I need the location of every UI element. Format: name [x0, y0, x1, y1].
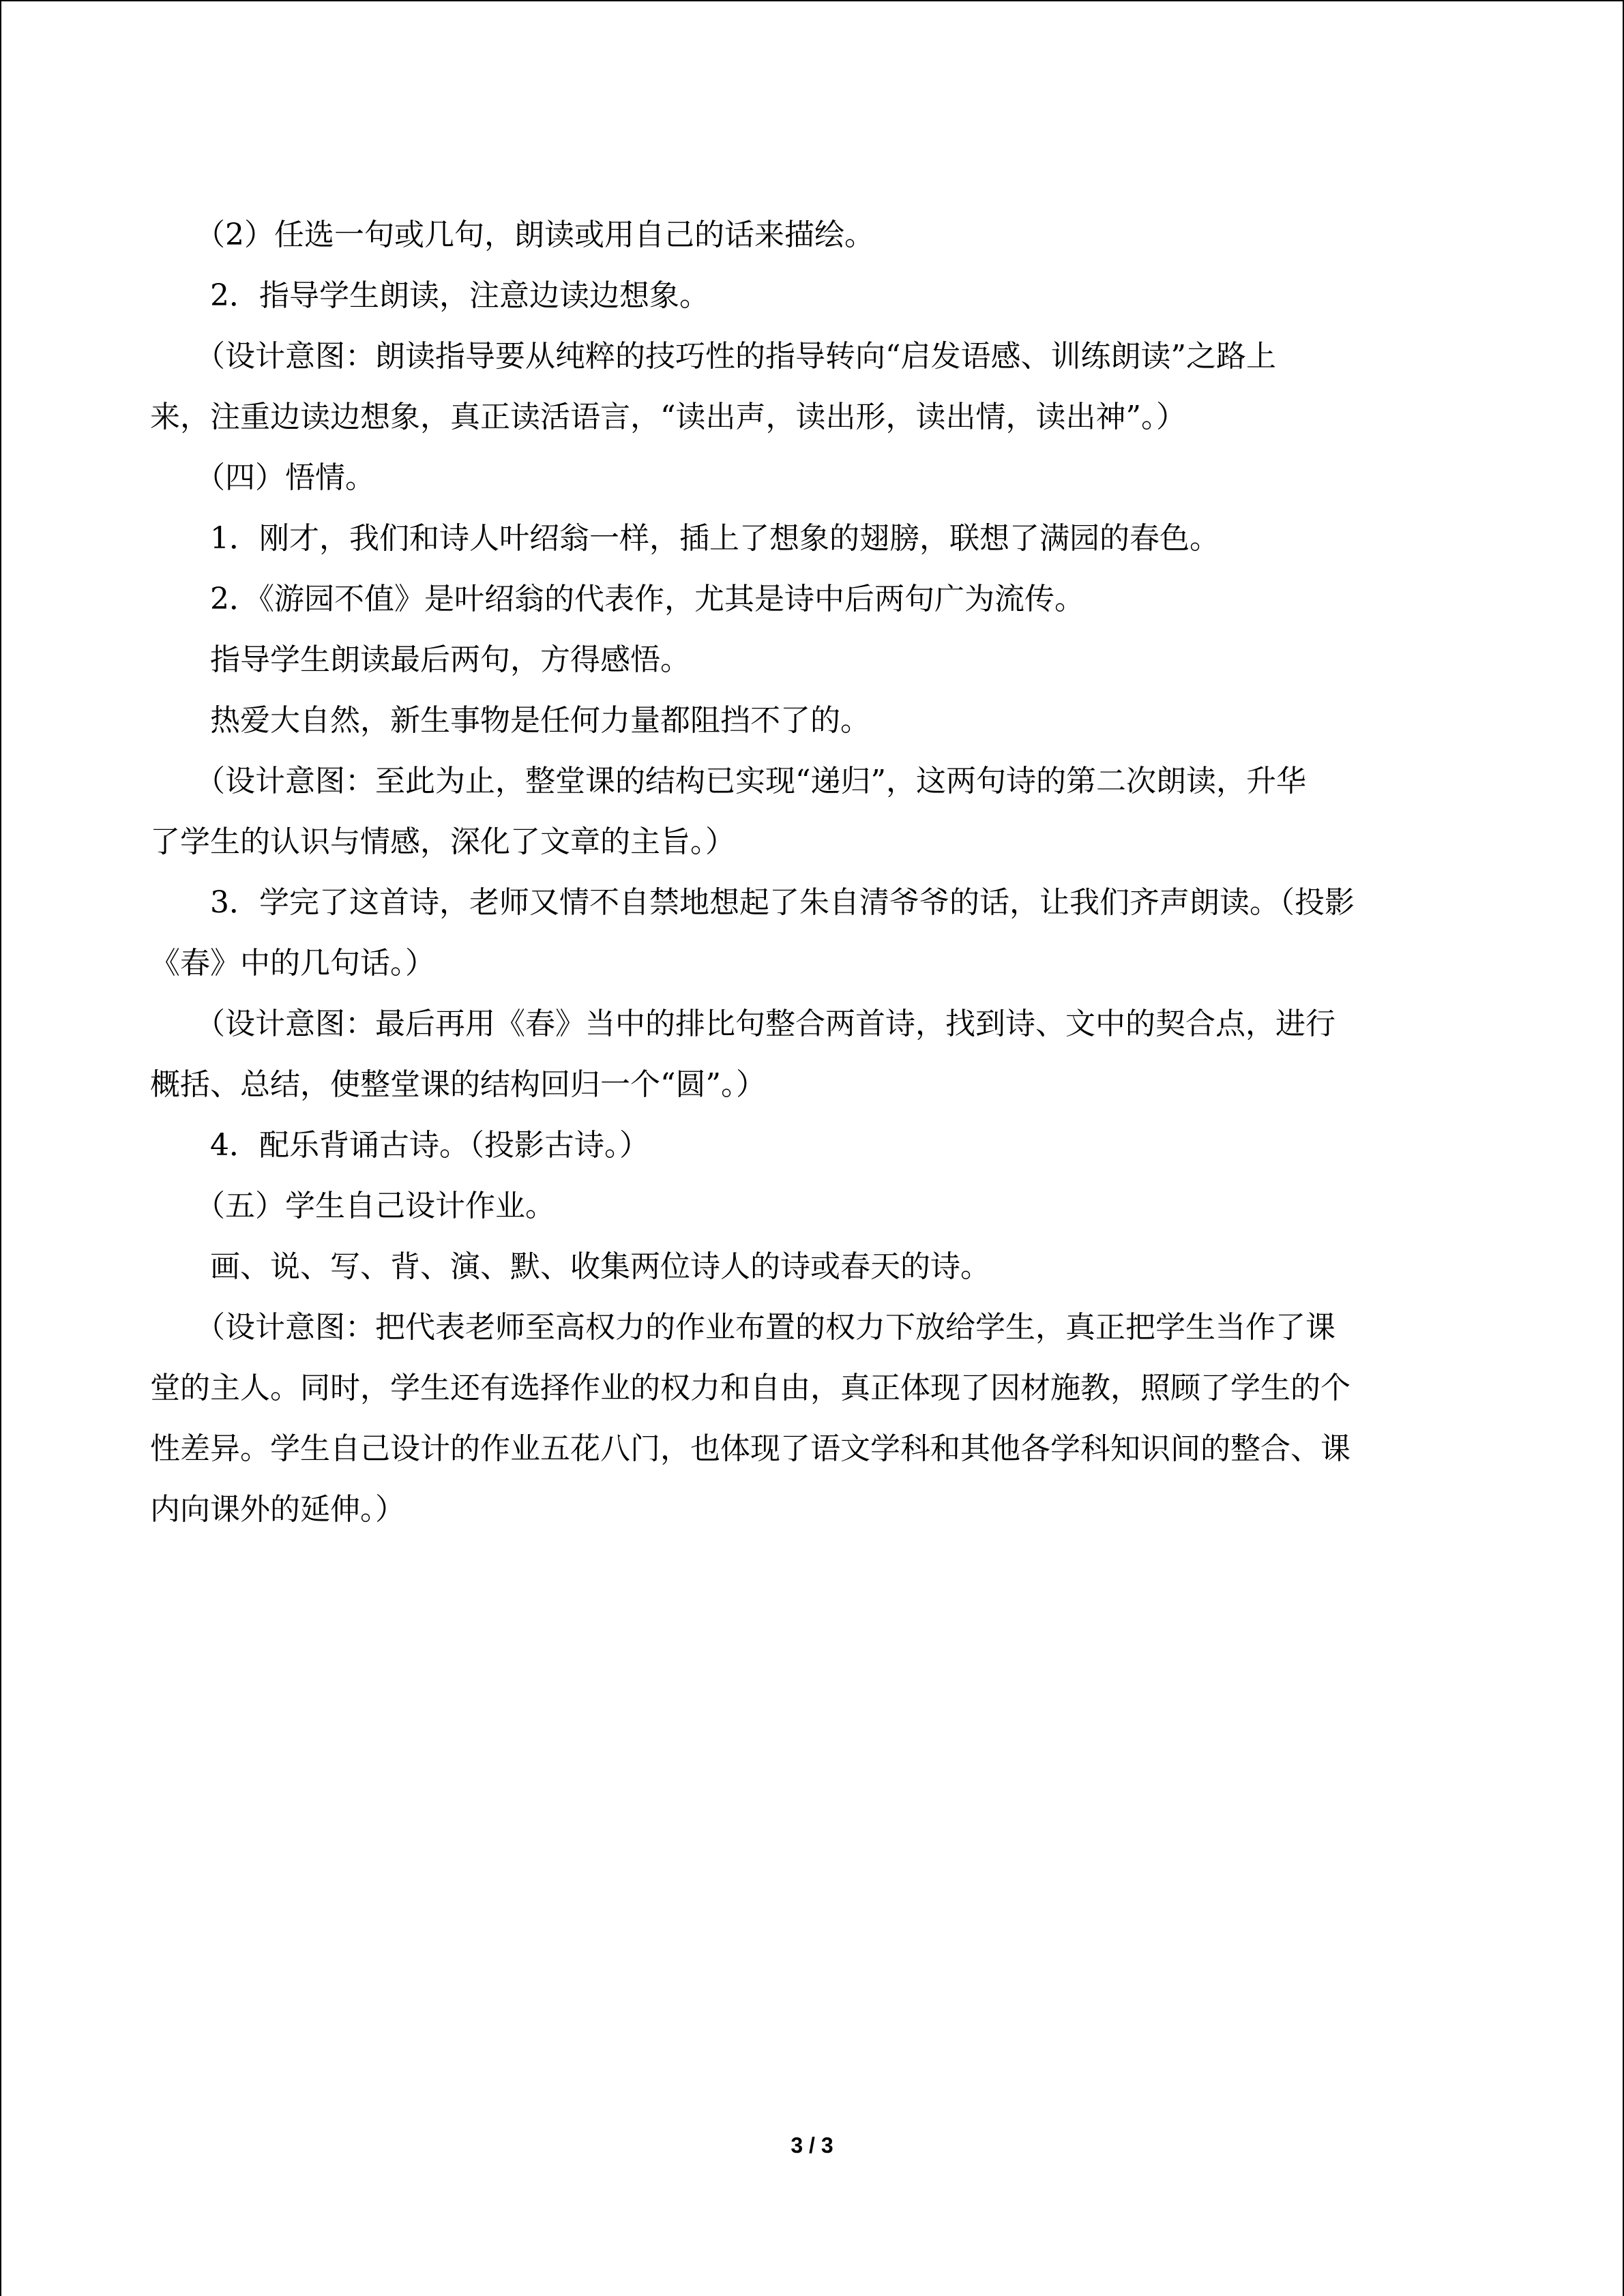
text-line: （设计意图：至此为止，整堂课的结构已实现“递归”，这两句诗的第二次朗读，升华 — [195, 764, 1306, 799]
section-heading: （四）悟情。 — [195, 460, 375, 495]
text-line: 概括、总结，使整堂课的结构回归一个“圆”。） — [150, 1067, 766, 1102]
page-number: 3 / 3 — [791, 2133, 833, 2158]
text-line: 《春》中的几句话。） — [150, 946, 435, 981]
section-heading: （五）学生自己设计作业。 — [195, 1189, 555, 1223]
text-line: 2．指导学生朗读，注意边读边想象。 — [210, 278, 709, 313]
text-line: 4．配乐背诵古诗。（投影古诗。） — [210, 1128, 649, 1163]
text-line: 内向课外的延伸。） — [150, 1492, 405, 1527]
text-line: 3．学完了这首诗，老师又情不自禁地想起了朱自清爷爷的话，让我们齐声朗读。（投影 — [210, 885, 1355, 920]
text-line: 1．刚才，我们和诗人叶绍翁一样，插上了想象的翅膀，联想了满园的春色。 — [210, 521, 1220, 556]
text-line: 了学生的认识与情感，深化了文章的主旨。） — [150, 824, 735, 859]
text-line: 画、说、写、背、演、默、收集两位诗人的诗或春天的诗。 — [210, 1249, 990, 1284]
text-line: （设计意图：最后再用《春》当中的排比句整合两首诗，找到诗、文中的契合点，进行 — [195, 1007, 1335, 1041]
text-line: （设计意图：把代表老师至高权力的作业布置的权力下放给学生，真正把学生当作了课 — [195, 1310, 1335, 1345]
document-body — [150, 205, 1466, 1540]
text-line: 性差异。学生自己设计的作业五花八门，也体现了语文学科和其他各学科知识间的整合、课 — [150, 1431, 1350, 1466]
text-line: （2）任选一句或几句，朗读或用自己的话来描绘。 — [195, 218, 874, 252]
text-line: 热爱大自然，新生事物是任何力量都阻挡不了的。 — [210, 703, 870, 738]
text-line: 堂的主人。同时，学生还有选择作业的权力和自由，真正体现了因材施教，照顾了学生的个 — [150, 1371, 1350, 1405]
text-line: （设计意图：朗读指导要从纯粹的技巧性的指导转向“启发语感、训练朗读”之路上 — [195, 339, 1276, 374]
text-line: 2．《游园不值》是叶绍翁的代表作，尤其是诗中后两句广为流传。 — [210, 582, 1084, 616]
text-line: 来，注重边读边想象，真正读活语言，“读出声，读出形，读出情，读出神”。） — [150, 400, 1186, 434]
text-line: 指导学生朗读最后两句，方得感悟。 — [210, 642, 690, 677]
